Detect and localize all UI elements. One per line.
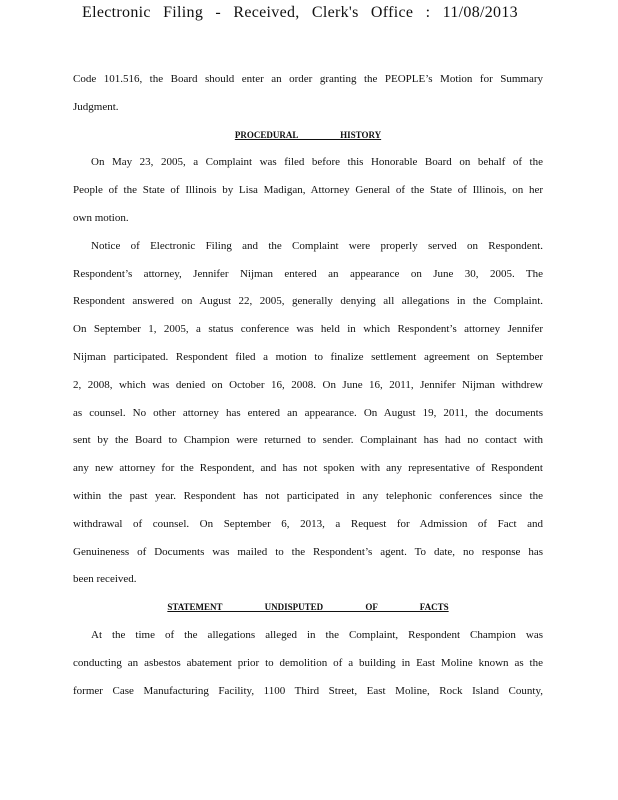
text-line: People of the State of Illinois by Lisa Madigan, Attorney General of the State of Illinois, on her xyxy=(73,184,543,197)
text-line: conducting an asbestos abatement prior to demolition of a building in East Moline known as the xyxy=(73,656,543,669)
heading-text: STATEMENT UNDISPUTED OF FACTS xyxy=(167,602,449,613)
text-line: any new attorney for the Respondent, and has not spoken with any representative of Respondent xyxy=(73,462,543,475)
text-line: Judgment. xyxy=(73,100,119,113)
text-line: On September 1, 2005, a status conference was held in which Respondent’s attorney Jennifer xyxy=(73,323,543,336)
text-line: sent by the Board to Champion were returned to sender. Complainant has had no contact with xyxy=(73,434,543,447)
text-line: within the past year. Respondent has not participated in any telephonic conferences since the xyxy=(73,489,543,502)
text-line: Notice of Electronic Filing and the Complaint were properly served on Respondent. xyxy=(91,239,543,252)
text-line: been received. xyxy=(73,573,137,586)
text-line: Nijman participated. Respondent filed a motion to finalize settlement agreement on September xyxy=(73,350,543,363)
filing-header: Electronic Filing - Received, Clerk's Office : 11/08/2013 xyxy=(82,4,518,21)
text-line: Respondent’s attorney, Jennifer Nijman entered an appearance on June 30, 2005. The xyxy=(73,267,543,280)
text-line: own motion. xyxy=(73,211,129,224)
text-line: withdrawal of counsel. On September 6, 2013, a Request for Admission of Fact and xyxy=(73,517,543,530)
heading-text: PROCEDURAL HISTORY xyxy=(234,129,382,140)
text-line: At the time of the allegations alleged in the Complaint, Respondent Champion was xyxy=(91,628,543,641)
text-line: On May 23, 2005, a Complaint was filed before this Honorable Board on behalf of the xyxy=(91,156,543,169)
heading-statement-of-facts xyxy=(73,598,543,626)
text-line: former Case Manufacturing Facility, 1100 Third Street, East Moline, Rock Island County, xyxy=(73,684,543,697)
text-line: Code 101.516, the Board should enter an order granting the PEOPLE’s Motion for Summary xyxy=(73,73,543,85)
document-body xyxy=(73,70,543,709)
text-line: as counsel. No other attorney has entered an appearance. On August 19, 2011, the documents xyxy=(73,406,543,419)
text-line: Genuineness of Documents was mailed to the Respondent’s agent. To date, no response has xyxy=(73,545,543,558)
text-line: 2, 2008, which was denied on October 16, 2008. On June 16, 2011, Jennifer Nijman withdrew xyxy=(73,378,543,391)
heading-procedural-history xyxy=(73,126,543,154)
text-line: Respondent answered on August 22, 2005, generally denying all allegations in the Complaint. xyxy=(73,295,543,308)
